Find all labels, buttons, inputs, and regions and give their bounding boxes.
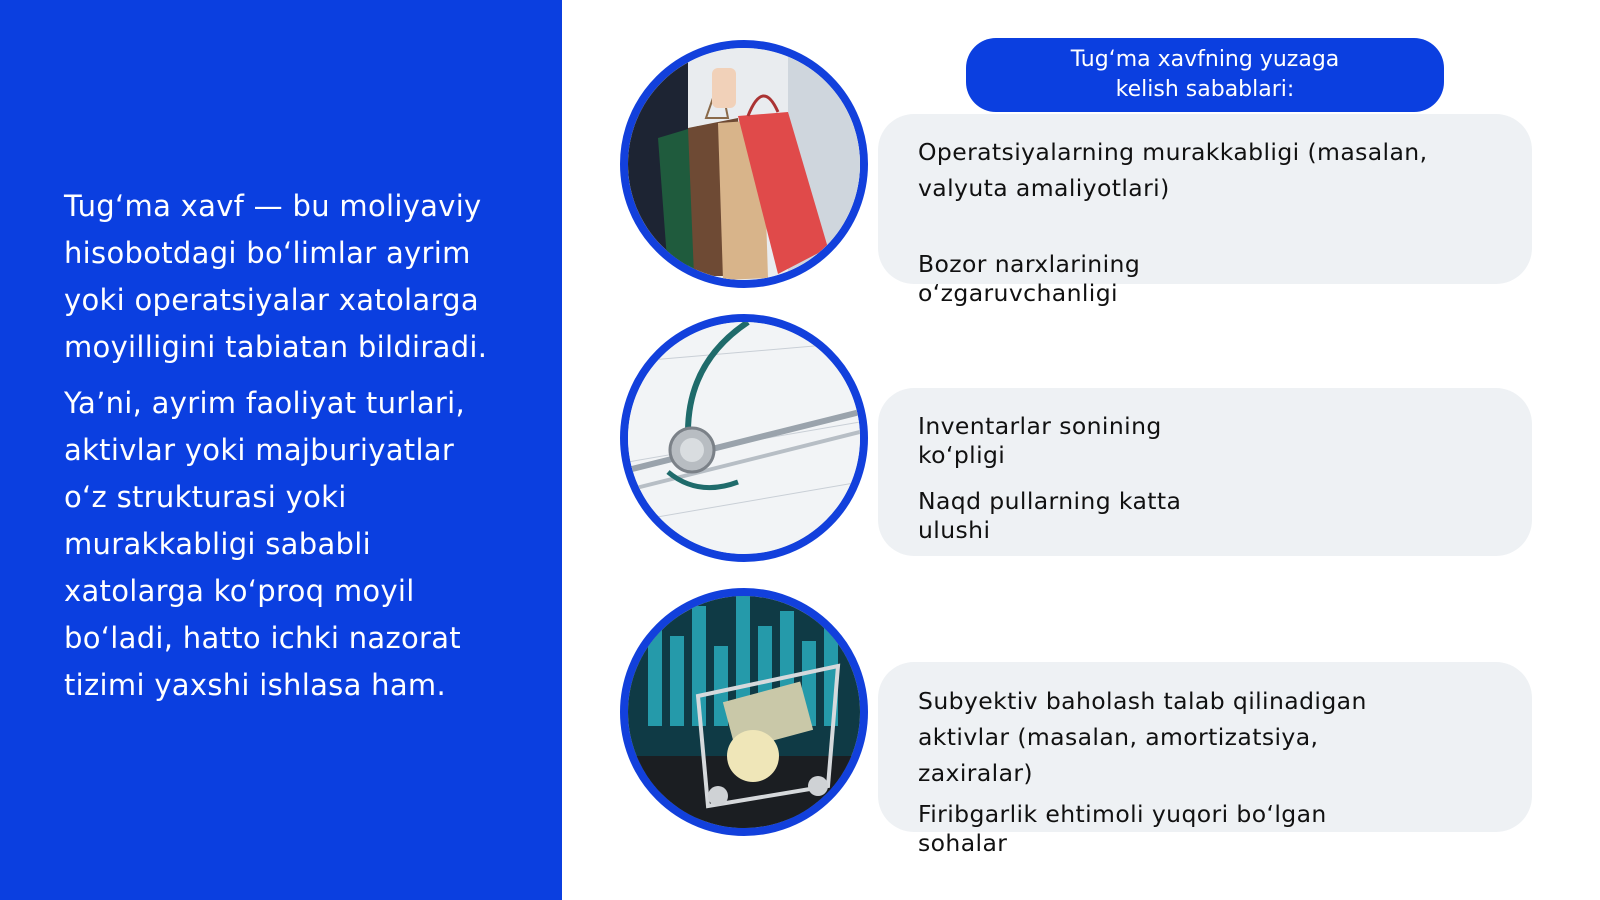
cause-item-subjective-valuation: Subyektiv baholash talab qilinadigan aktivlar (masalan, amortizatsiya, zaxiralar): [918, 687, 1367, 787]
definition-text: [64, 183, 504, 718]
cause-item-cash-share: Naqd pullarning katta ulushi: [918, 487, 1182, 544]
cause-item-inventory: Inventarlar sonining ko‘pligi: [918, 412, 1162, 469]
left-panel: [0, 0, 562, 900]
definition-paragraph: Tug‘ma xavf — bu moliyaviy hisobotdagi bo‘limlar ayrim yoki operatsiyalar xatolarga moyilligini tabiatan bildiradi.: [64, 189, 488, 364]
money-cart-image: [620, 588, 868, 836]
cause-item-price-volatility: Bozor narxlarining o‘zgaruvchanligi: [918, 250, 1141, 307]
causes-title: Tug‘ma xavfning yuzaga kelish sabablari:: [966, 38, 1444, 112]
cause-item-fraud-risk: Firibgarlik ehtimoli yuqori bo‘lgan sohalar: [918, 800, 1327, 857]
cause-item-complexity: Operatsiyalarning murakkabligi (masalan, valyuta amaliyotlari): [918, 138, 1428, 202]
explanation-paragraph: Ya’ni, ayrim faoliyat turlari, aktivlar yoki majburiyatlar o‘z strukturasi yoki murakkabligi sababli xatolarga ko‘proq moyil bo‘ladi, hatto ichki nazorat tizimi yaxshi ishlasa ham.: [64, 386, 466, 702]
shopping-bags-image: [620, 40, 868, 288]
stethoscope-image: [620, 314, 868, 562]
